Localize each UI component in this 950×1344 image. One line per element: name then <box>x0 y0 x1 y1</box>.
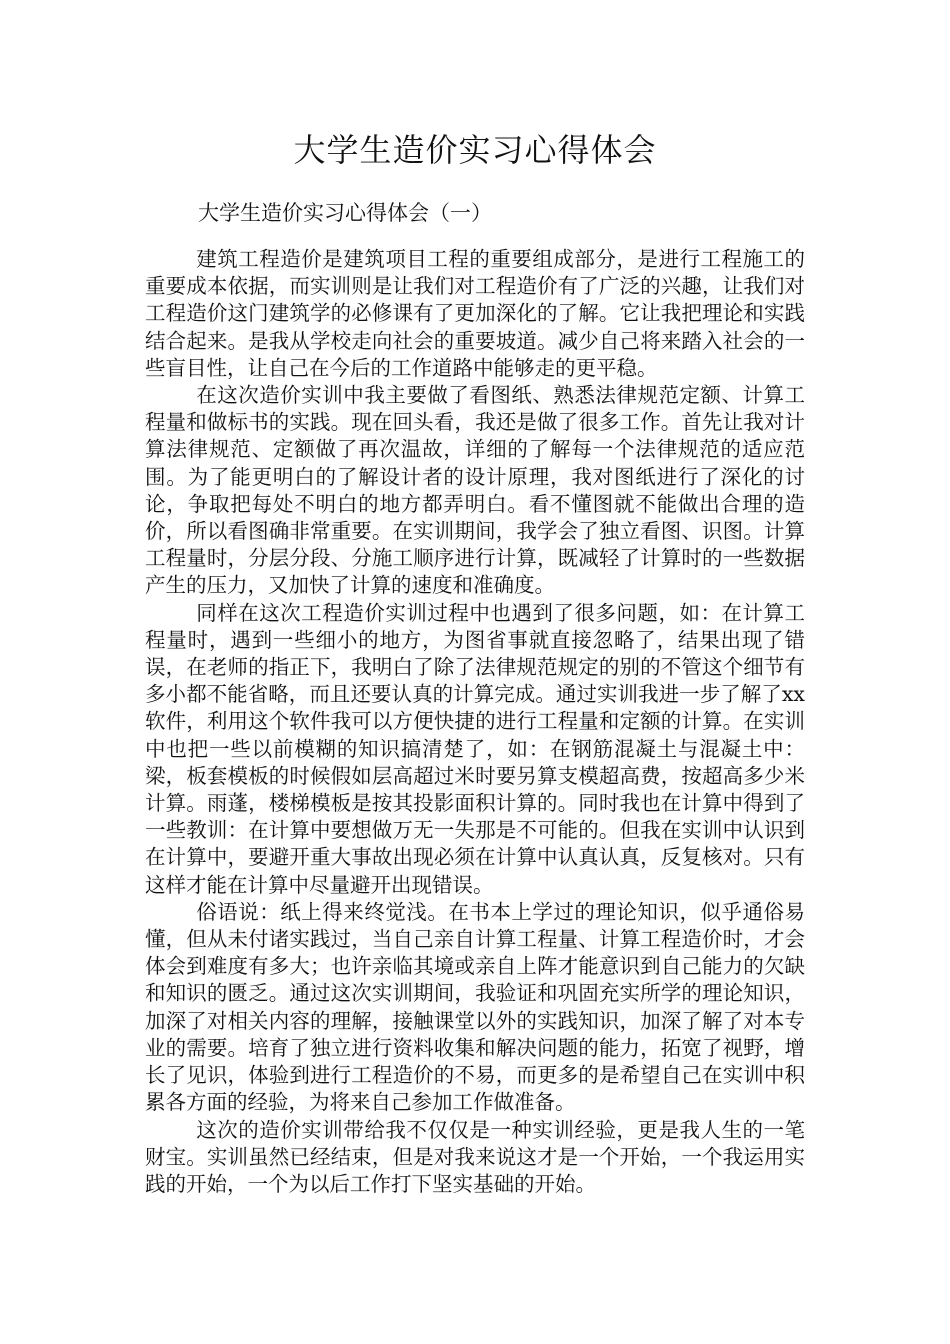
body-paragraph-4: 俗语说：纸上得来终觉浅。在书本上学过的理论知识，似乎通俗易懂，但从未付诸实践过，当自己亲自计算工程量、计算工程造价时，才会体会到难度有多大；也许亲临其境或亲自上阵才能意识到自己能力的欠缺和知识的匮乏。通过这次实训期间，我验证和巩固充实所学的理论知识，加深了对相关内容的理解，接触课堂以外的实践知识，加深了解了对本专业的需要。培育了独立进行资料收集和解决问题的能力，拓宽了视野，增长了见识，体验到进行工程造价的不易，而更多的是希望自己在实训中积累各方面的经验，为将来自己参加工作做准备。 <box>145 899 805 1115</box>
body-paragraph-2: 在这次造价实训中我主要做了看图纸、熟悉法律规范定额、计算工程量和做标书的实践。现在回头看，我还是做了很多工作。首先让我对计算法律规范、定额做了再次温故，详细的了解每一个法律规范的适应范围。为了能更明白的了解设计者的设计原理，我对图纸进行了深化的讨论，争取把每处不明白的地方都弄明白。看不懂图就不能做出合理的造价，所以看图确非常重要。在实训期间，我学会了独立看图、识图。计算工程量时，分层分段、分施工顺序进行计算，既减轻了计算时的一些数据产生的压力，又加快了计算的速度和准确度。 <box>145 383 805 598</box>
body-paragraph-1: 建筑工程造价是建筑项目工程的重要组成部分，是进行工程施工的重要成本依据，而实训则是让我们对工程造价有了广泛的兴趣，让我们对工程造价这门建筑学的必修课有了更加深化的了解。它让我把理论和实践结合起来。是我从学校走向社会的重要坡道。减少自己将来踏入社会的一些盲目性，让自己在今后的工作道路中能够走的更平稳。 <box>145 247 805 380</box>
document-subtitle: 大学生造价实习心得体会（一） <box>198 201 492 225</box>
body-paragraph-5: 这次的造价实训带给我不仅仅是一种实训经验，更是我人生的一笔财宝。实训虽然已经结束，但是对我来说这才是一个开始，一个我运用实践的开始，一个为以后工作打下坚实基础的开始。 <box>145 1117 805 1196</box>
document-body <box>145 246 805 1198</box>
body-paragraph-3: 同样在这次工程造价实训过程中也遇到了很多问题，如：在计算工程量时，遇到一些细小的地方，为图省事就直接忽略了，结果出现了错误，在老师的指正下，我明白了除了法律规范规定的别的不管这个细节有多小都不能省略，而且还要认真的计算完成。通过实训我进一步了解了xx软件，利用这个软件我可以方便快捷的进行工程量和定额的计算。在实训中也把一些以前模糊的知识搞清楚了，如：在钢筋混凝土与混凝土中：梁，板套模板的时候假如层高超过米时要另算支模超高费，按超高多少米计算。雨蓬，楼梯模板是按其投影面积计算的。同时我也在计算中得到了一些教训：在计算中要想做万无一失那是不可能的。但我在实训中认识到在计算中，要避开重大事故出现必须在计算中认真认真，反复核对。只有这样才能在计算中尽量避开出现错误。 <box>145 600 805 897</box>
document-title: 大学生造价实习心得体会 <box>293 131 657 169</box>
